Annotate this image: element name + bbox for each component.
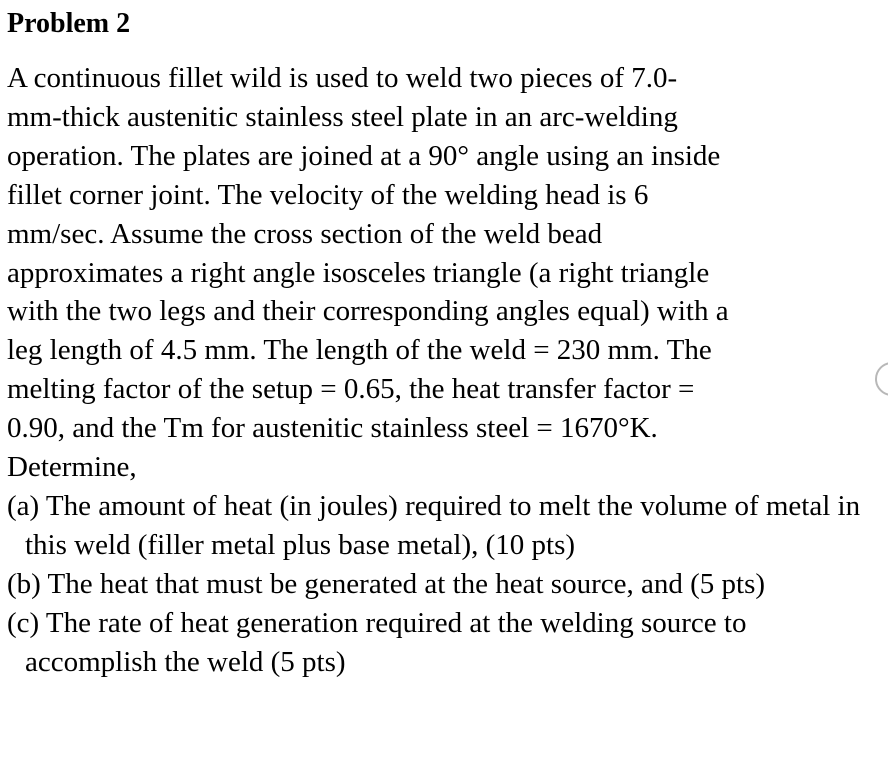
problem-part-a: (a) The amount of heat (in joules) required to melt the volume of metal in this weld (filler metal plus base metal), (10 pts) <box>7 489 861 561</box>
problem-part-c: (c) The rate of heat generation required at the welding source to accomplish the weld (5 pts) <box>7 606 747 678</box>
problem-document <box>7 0 867 682</box>
problem-statement: A continuous fillet wild is used to weld two pieces of 7.0- mm-thick austenitic stainless steel plate in an arc-welding operation. The plates are joined at a 90° angle using an inside fillet corner joint. The velocity of the welding head is 6 mm/sec. Assume the cross section of the weld bead approximates a right angle isosceles triangle (a right triangle with the two legs and their corresponding angles equal) with a leg length of 4.5 mm. The length of the weld = 230 mm. The melting factor of the setup = 0.65, the heat transfer factor = 0.90, and the Tm for austenitic stainless steel = 1670°K. Determine, <box>7 62 729 484</box>
problem-part-b: (b) The heat that must be generated at the heat source, and (5 pts) <box>7 567 766 600</box>
problem-parts-list <box>7 487 867 682</box>
problem-title: Problem 2 <box>7 8 131 39</box>
side-circle-button[interactable] <box>875 362 888 396</box>
